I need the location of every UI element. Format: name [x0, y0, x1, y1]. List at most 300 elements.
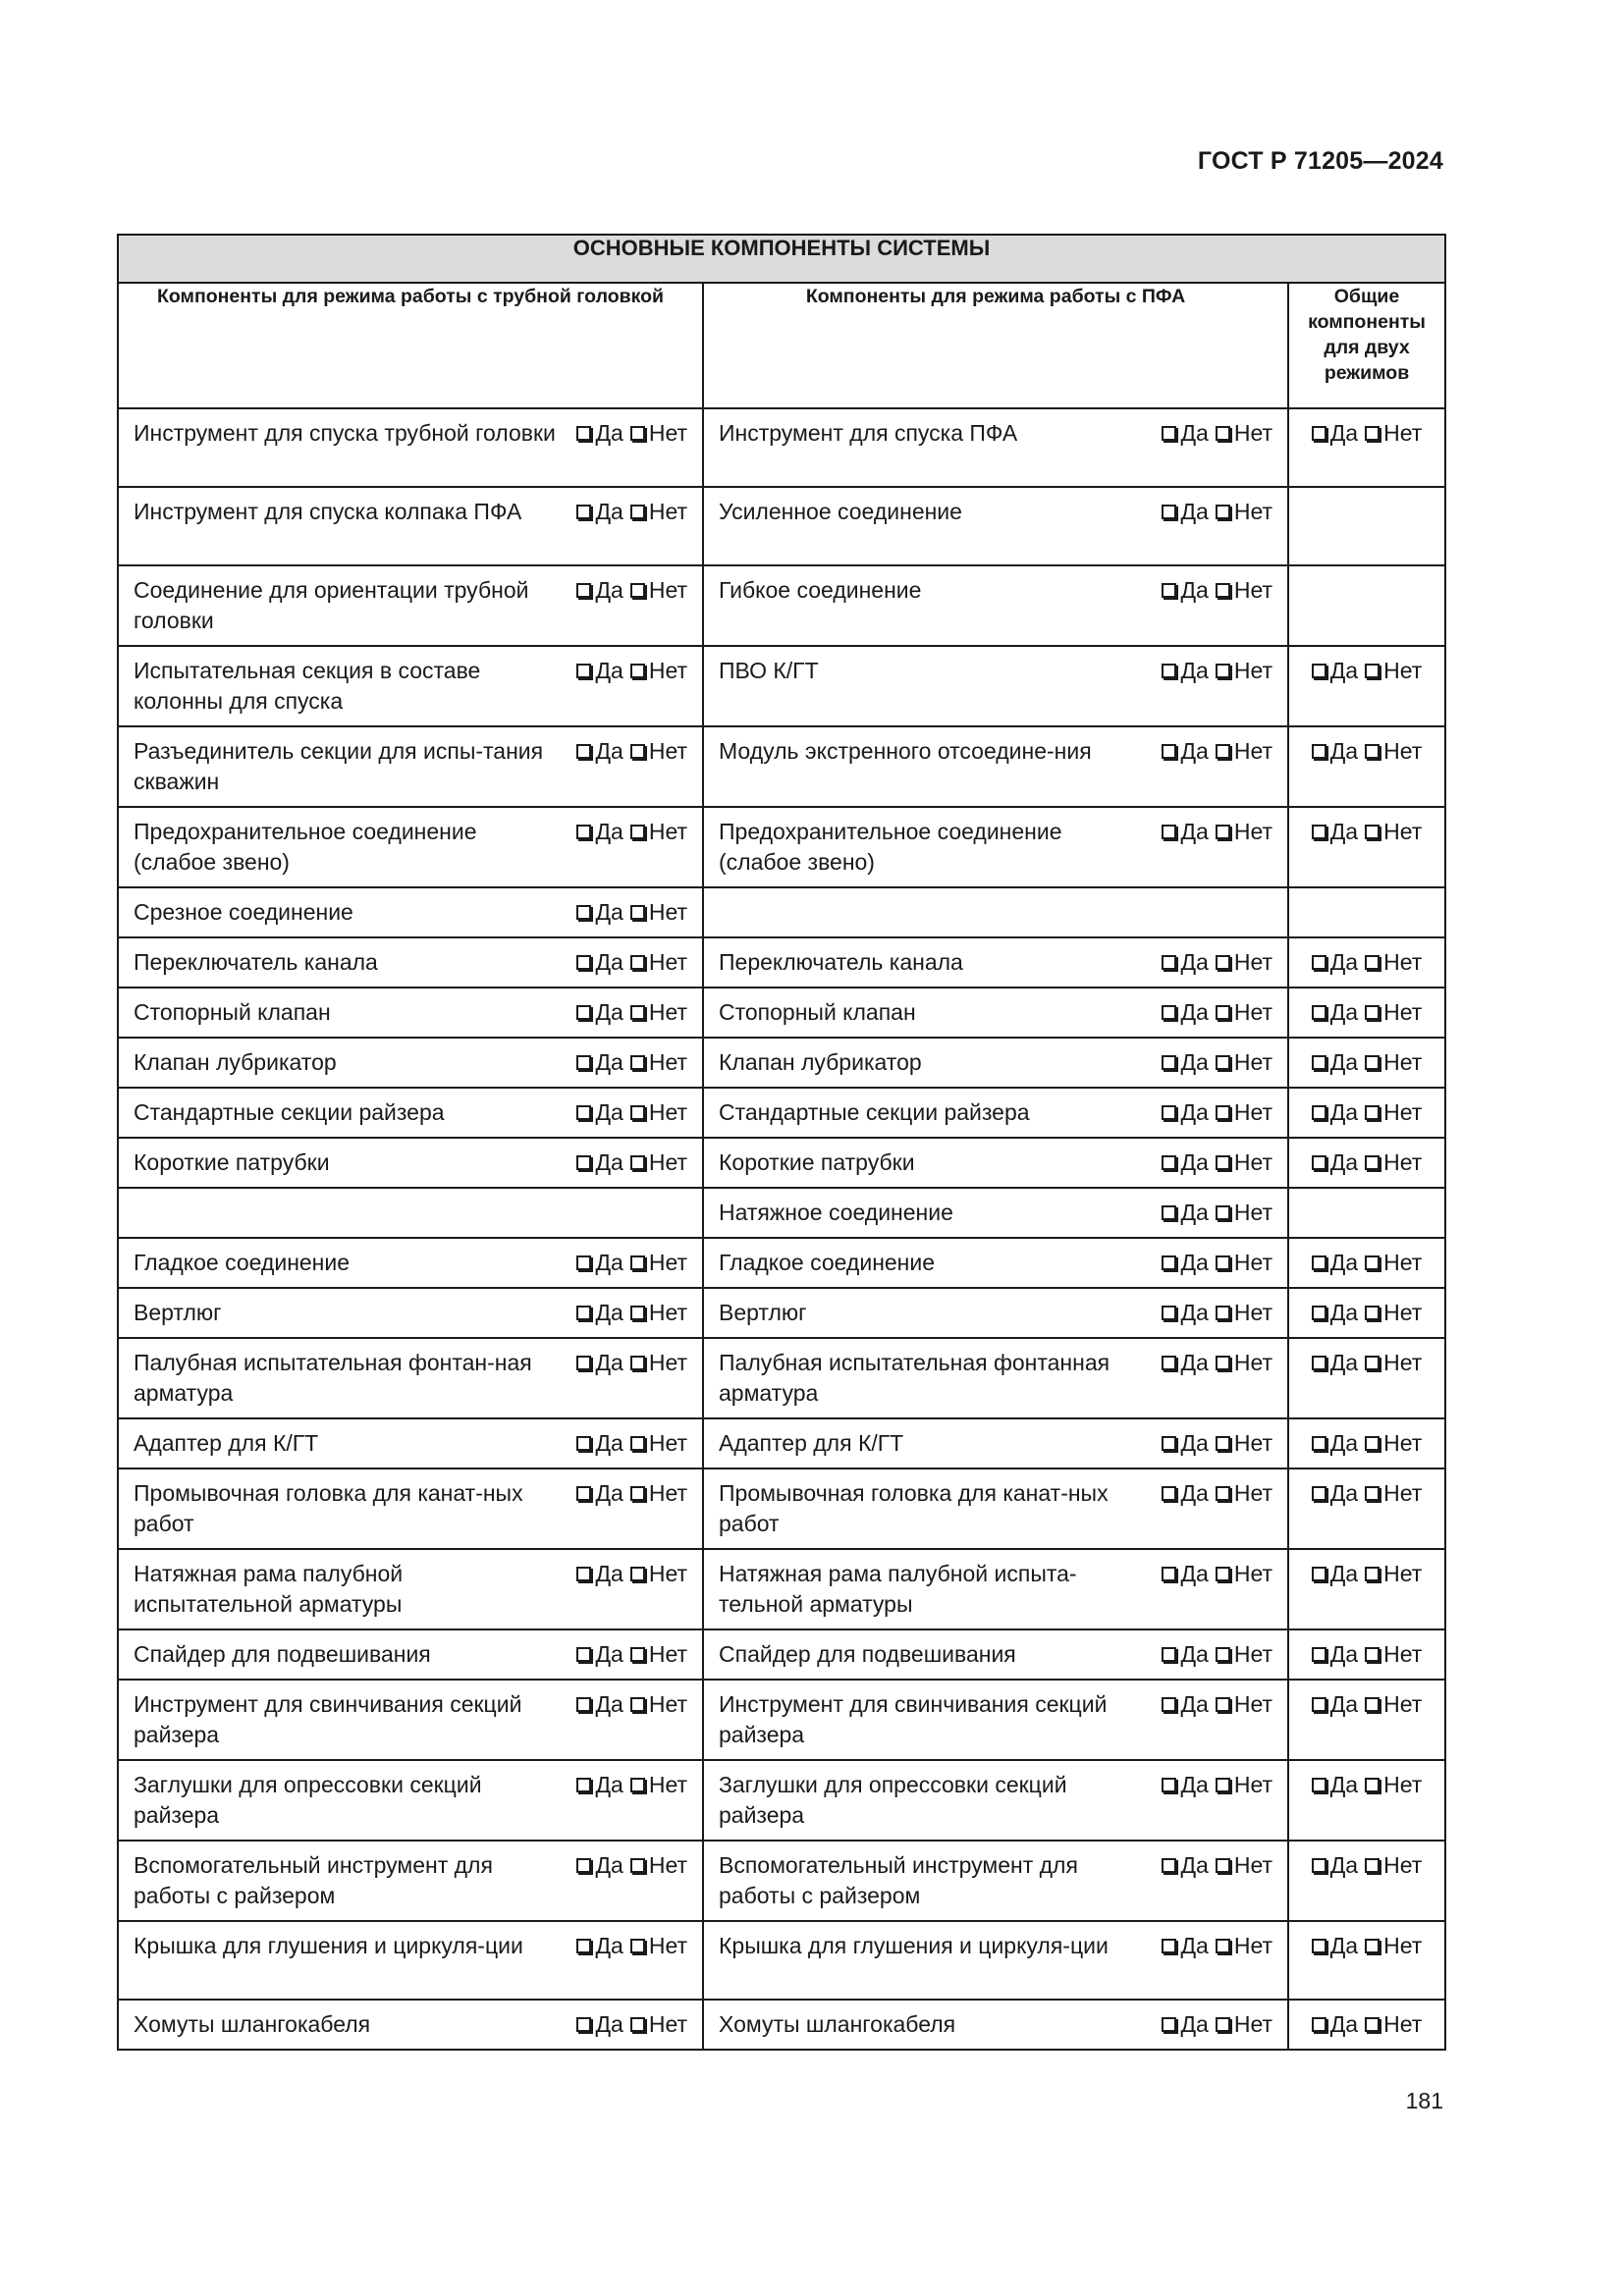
checkbox-icon[interactable]	[576, 1939, 591, 1953]
checkbox-icon[interactable]	[576, 1105, 591, 1120]
common-no-option[interactable]	[1358, 1770, 1422, 1800]
pfa-yes-option[interactable]	[1162, 947, 1208, 978]
checkbox-icon[interactable]	[630, 1306, 645, 1320]
common-yes-option[interactable]	[1312, 1559, 1358, 1589]
checkbox-icon[interactable]	[576, 1255, 591, 1270]
checkbox-icon[interactable]	[1365, 2017, 1380, 2032]
common-no-option[interactable]	[1358, 1478, 1422, 1509]
tubing-cell	[118, 1288, 703, 1338]
checkbox-icon[interactable]	[1365, 825, 1380, 839]
yes-label: Да	[595, 1250, 623, 1275]
pfa-no-option[interactable]	[1209, 1639, 1272, 1670]
tubing-no-option[interactable]	[623, 817, 687, 847]
common-yes-option[interactable]	[1312, 1770, 1358, 1800]
common-yes-option[interactable]	[1312, 817, 1358, 847]
tubing-yes-option[interactable]	[576, 2009, 623, 2040]
pfa-yes-option[interactable]	[1162, 1097, 1208, 1128]
common-no-option[interactable]	[1358, 736, 1422, 767]
checkbox-icon[interactable]	[1312, 426, 1326, 441]
tubing-yes-option[interactable]	[576, 897, 623, 928]
checkbox-icon[interactable]	[1365, 1255, 1380, 1270]
checkbox-icon[interactable]	[576, 1697, 591, 1712]
checkbox-icon[interactable]	[1162, 1155, 1176, 1170]
pfa-yes-option[interactable]	[1162, 997, 1208, 1028]
checkbox-icon[interactable]	[1365, 1486, 1380, 1501]
checkbox-icon[interactable]	[1162, 2017, 1176, 2032]
tubing-yes-option[interactable]	[576, 1298, 623, 1328]
checkbox-icon[interactable]	[1216, 1939, 1230, 1953]
checkbox-icon[interactable]	[630, 1486, 645, 1501]
pfa-yes-option[interactable]	[1162, 2009, 1208, 2040]
tubing-yes-option[interactable]	[576, 1689, 623, 1720]
checkbox-icon[interactable]	[1216, 1647, 1230, 1662]
common-yes-option[interactable]	[1312, 997, 1358, 1028]
checkbox-icon[interactable]	[1162, 1567, 1176, 1581]
tubing-yes-option[interactable]	[576, 1931, 623, 1961]
checkbox-icon[interactable]	[630, 1858, 645, 1873]
checkbox-icon[interactable]	[1162, 1205, 1176, 1220]
checkbox-icon[interactable]	[630, 1436, 645, 1451]
pfa-yes-option[interactable]	[1162, 656, 1208, 686]
checkbox-icon[interactable]	[1365, 426, 1380, 441]
component-name: Переключатель канала	[134, 949, 378, 975]
checkbox-icon[interactable]	[576, 1778, 591, 1792]
checkbox-icon[interactable]	[1162, 583, 1176, 598]
checkbox-icon[interactable]	[630, 664, 645, 678]
common-yes-option[interactable]	[1312, 1097, 1358, 1128]
checkbox-icon[interactable]	[630, 1647, 645, 1662]
checkbox-icon[interactable]	[576, 1486, 591, 1501]
checkbox-icon[interactable]	[1216, 664, 1230, 678]
pfa-yes-option[interactable]	[1162, 1689, 1208, 1720]
pfa-no-option[interactable]	[1209, 1148, 1272, 1178]
checkbox-icon[interactable]	[1162, 825, 1176, 839]
pfa-no-option[interactable]	[1209, 418, 1272, 449]
pfa-yes-option[interactable]	[1162, 1931, 1208, 1961]
pfa-yes-option[interactable]	[1162, 1559, 1208, 1589]
checkbox-icon[interactable]	[630, 1005, 645, 1020]
common-yes-option[interactable]	[1312, 2009, 1358, 2040]
checkbox-icon[interactable]	[1216, 825, 1230, 839]
common-yes-option[interactable]	[1312, 736, 1358, 767]
checkbox-icon[interactable]	[630, 955, 645, 970]
checkbox-icon[interactable]	[576, 1005, 591, 1020]
checkbox-icon[interactable]	[1312, 1697, 1326, 1712]
pfa-no-option[interactable]	[1209, 1097, 1272, 1128]
pfa-no-option[interactable]	[1209, 1689, 1272, 1720]
checkbox-icon[interactable]	[576, 744, 591, 759]
common-no-option[interactable]	[1358, 418, 1422, 449]
checkbox-icon[interactable]	[1365, 1105, 1380, 1120]
tubing-cell	[118, 1549, 703, 1629]
tubing-yes-option[interactable]	[576, 1559, 623, 1589]
checkbox-icon[interactable]	[1365, 664, 1380, 678]
checkbox-icon[interactable]	[1216, 1356, 1230, 1370]
checkbox-icon[interactable]	[1216, 1858, 1230, 1873]
checkbox-icon[interactable]	[1216, 1567, 1230, 1581]
common-no-option[interactable]	[1358, 1348, 1422, 1378]
tubing-yes-option[interactable]	[576, 1248, 623, 1278]
checkbox-icon[interactable]	[1162, 1939, 1176, 1953]
common-no-option[interactable]	[1358, 1298, 1422, 1328]
checkbox-icon[interactable]	[1216, 744, 1230, 759]
checkbox-icon[interactable]	[1365, 1306, 1380, 1320]
tubing-no-option[interactable]	[623, 1047, 687, 1078]
component-name: Гладкое соединение	[719, 1250, 936, 1275]
common-yes-option[interactable]	[1312, 1248, 1358, 1278]
pfa-no-option[interactable]	[1209, 575, 1272, 606]
checkbox-icon[interactable]	[576, 1647, 591, 1662]
tubing-yes-option[interactable]	[576, 1097, 623, 1128]
tubing-yes-option[interactable]	[576, 1047, 623, 1078]
checkbox-icon[interactable]	[1162, 1306, 1176, 1320]
pfa-no-option[interactable]	[1209, 736, 1272, 767]
pfa-no-option[interactable]	[1209, 656, 1272, 686]
tubing-yes-option[interactable]	[576, 1348, 623, 1378]
pfa-no-option[interactable]	[1209, 2009, 1272, 2040]
yes-no-options	[1162, 1478, 1272, 1509]
tubing-no-option[interactable]	[623, 736, 687, 767]
checkbox-icon[interactable]	[576, 2017, 591, 2032]
common-yes-option[interactable]	[1312, 1931, 1358, 1961]
pfa-yes-option[interactable]	[1162, 736, 1208, 767]
common-no-option[interactable]	[1358, 2009, 1422, 2040]
tubing-no-option[interactable]	[623, 897, 687, 928]
checkbox-icon[interactable]	[630, 1105, 645, 1120]
checkbox-icon[interactable]	[1312, 1858, 1326, 1873]
yes-no-options	[1312, 1047, 1423, 1078]
pfa-no-option[interactable]	[1209, 1850, 1272, 1881]
checkbox-icon[interactable]	[576, 955, 591, 970]
common-no-option[interactable]	[1358, 1248, 1422, 1278]
common-no-option[interactable]	[1358, 1850, 1422, 1881]
checkbox-icon[interactable]	[1365, 1939, 1380, 1953]
checkbox-icon[interactable]	[1216, 1778, 1230, 1792]
checkbox-icon[interactable]	[576, 1155, 591, 1170]
common-no-option[interactable]	[1358, 656, 1422, 686]
checkbox-icon[interactable]	[1365, 1356, 1380, 1370]
tubing-yes-option[interactable]	[576, 1148, 623, 1178]
pfa-no-option[interactable]	[1209, 1770, 1272, 1800]
checkbox-icon[interactable]	[1216, 1306, 1230, 1320]
checkbox-icon[interactable]	[1312, 1155, 1326, 1170]
checkbox-icon[interactable]	[1365, 955, 1380, 970]
tubing-no-option[interactable]	[623, 1931, 687, 1961]
common-no-option[interactable]	[1358, 1097, 1422, 1128]
pfa-no-option[interactable]	[1209, 997, 1272, 1028]
tubing-yes-option[interactable]	[576, 1770, 623, 1800]
checkbox-icon[interactable]	[1216, 505, 1230, 519]
checkbox-icon[interactable]	[630, 2017, 645, 2032]
pfa-yes-option[interactable]	[1162, 1770, 1208, 1800]
common-yes-option[interactable]	[1312, 1348, 1358, 1378]
checkbox-icon[interactable]	[1162, 1255, 1176, 1270]
pfa-yes-option[interactable]	[1162, 1348, 1208, 1378]
common-no-option[interactable]	[1358, 1148, 1422, 1178]
common-no-option[interactable]	[1358, 1931, 1422, 1961]
checkbox-icon[interactable]	[1216, 1697, 1230, 1712]
checkbox-icon[interactable]	[630, 426, 645, 441]
tubing-yes-option[interactable]	[576, 656, 623, 686]
tubing-yes-option[interactable]	[576, 497, 623, 527]
pfa-yes-option[interactable]	[1162, 418, 1208, 449]
checkbox-icon[interactable]	[576, 664, 591, 678]
tubing-no-option[interactable]	[623, 1559, 687, 1589]
checkbox-icon[interactable]	[1162, 1356, 1176, 1370]
checkbox-icon[interactable]	[1162, 1697, 1176, 1712]
pfa-yes-option[interactable]	[1162, 497, 1208, 527]
tubing-no-option[interactable]	[623, 1248, 687, 1278]
tubing-no-option[interactable]	[623, 497, 687, 527]
tubing-no-option[interactable]	[623, 1850, 687, 1881]
no-label: Нет	[1233, 738, 1272, 764]
pfa-cell	[703, 1418, 1288, 1468]
common-yes-option[interactable]	[1312, 1478, 1358, 1509]
checkbox-icon[interactable]	[576, 1436, 591, 1451]
pfa-yes-option[interactable]	[1162, 1850, 1208, 1881]
checkbox-icon[interactable]	[1312, 1105, 1326, 1120]
pfa-no-option[interactable]	[1209, 1348, 1272, 1378]
checkbox-icon[interactable]	[630, 1155, 645, 1170]
checkbox-icon[interactable]	[1312, 1436, 1326, 1451]
pfa-no-option[interactable]	[1209, 1559, 1272, 1589]
no-label: Нет	[648, 2011, 687, 2037]
common-no-option[interactable]	[1358, 1559, 1422, 1589]
checkbox-icon[interactable]	[1162, 955, 1176, 970]
checkbox-icon[interactable]	[576, 905, 591, 920]
checkbox-icon[interactable]	[1216, 1155, 1230, 1170]
checkbox-icon[interactable]	[576, 583, 591, 598]
common-yes-option[interactable]	[1312, 1639, 1358, 1670]
pfa-no-option[interactable]	[1209, 817, 1272, 847]
tubing-yes-option[interactable]	[576, 997, 623, 1028]
tubing-yes-option[interactable]	[576, 736, 623, 767]
pfa-yes-option[interactable]	[1162, 575, 1208, 606]
common-no-option[interactable]	[1358, 1047, 1422, 1078]
yes-label: Да	[1329, 1149, 1359, 1175]
common-no-option[interactable]	[1358, 1428, 1422, 1459]
tubing-no-option[interactable]	[623, 656, 687, 686]
common-no-option[interactable]	[1358, 817, 1422, 847]
pfa-no-option[interactable]	[1209, 1047, 1272, 1078]
checkbox-icon[interactable]	[1216, 1255, 1230, 1270]
checkbox-icon[interactable]	[1312, 955, 1326, 970]
common-yes-option[interactable]	[1312, 947, 1358, 978]
checkbox-icon[interactable]	[1365, 1436, 1380, 1451]
checkbox-icon[interactable]	[1312, 1255, 1326, 1270]
yes-no-options	[1312, 656, 1423, 686]
checkbox-icon[interactable]	[576, 1055, 591, 1070]
common-yes-option[interactable]	[1312, 1047, 1358, 1078]
common-yes-option[interactable]	[1312, 1689, 1358, 1720]
tubing-no-option[interactable]	[623, 2009, 687, 2040]
checkbox-icon[interactable]	[576, 1306, 591, 1320]
checkbox-icon[interactable]	[1312, 2017, 1326, 2032]
checkbox-icon[interactable]	[630, 1356, 645, 1370]
checkbox-icon[interactable]	[576, 1858, 591, 1873]
checkbox-icon[interactable]	[1312, 1486, 1326, 1501]
tubing-no-option[interactable]	[623, 1428, 687, 1459]
common-yes-option[interactable]	[1312, 1298, 1358, 1328]
checkbox-icon[interactable]	[1162, 1055, 1176, 1070]
checkbox-icon[interactable]	[1162, 426, 1176, 441]
common-cell	[1288, 487, 1445, 565]
checkbox-icon[interactable]	[1162, 1005, 1176, 1020]
checkbox-icon[interactable]	[1312, 825, 1326, 839]
component-name: Крышка для глушения и циркуля-ции	[719, 1933, 1109, 1958]
pfa-no-option[interactable]	[1209, 1428, 1272, 1459]
checkbox-icon[interactable]	[1216, 1486, 1230, 1501]
checkbox-icon[interactable]	[630, 1055, 645, 1070]
pfa-yes-option[interactable]	[1162, 1639, 1208, 1670]
checkbox-icon[interactable]	[1312, 664, 1326, 678]
pfa-no-option[interactable]	[1209, 1198, 1272, 1228]
checkbox-icon[interactable]	[1162, 505, 1176, 519]
checkbox-icon[interactable]	[1365, 1647, 1380, 1662]
pfa-yes-option[interactable]	[1162, 1428, 1208, 1459]
common-yes-option[interactable]	[1312, 1428, 1358, 1459]
checkbox-icon[interactable]	[630, 1697, 645, 1712]
checkbox-icon[interactable]	[1162, 664, 1176, 678]
checkbox-icon[interactable]	[1312, 1055, 1326, 1070]
checkbox-icon[interactable]	[1216, 1436, 1230, 1451]
checkbox-icon[interactable]	[576, 426, 591, 441]
common-no-option[interactable]	[1358, 997, 1422, 1028]
checkbox-icon[interactable]	[576, 1356, 591, 1370]
checkbox-icon[interactable]	[1312, 1005, 1326, 1020]
checkbox-icon[interactable]	[1365, 1858, 1380, 1873]
checkbox-icon[interactable]	[1162, 1436, 1176, 1451]
pfa-yes-option[interactable]	[1162, 817, 1208, 847]
checkbox-icon[interactable]	[1365, 1697, 1380, 1712]
pfa-no-option[interactable]	[1209, 1931, 1272, 1961]
tubing-no-option[interactable]	[623, 1097, 687, 1128]
pfa-yes-option[interactable]	[1162, 1198, 1208, 1228]
component-name: Палубная испытательная фонтанная арматура	[719, 1350, 1110, 1406]
tubing-yes-option[interactable]	[576, 817, 623, 847]
checkbox-icon[interactable]	[1365, 1005, 1380, 1020]
tubing-yes-option[interactable]	[576, 575, 623, 606]
tubing-no-option[interactable]	[623, 1689, 687, 1720]
pfa-no-option[interactable]	[1209, 1298, 1272, 1328]
checkbox-icon[interactable]	[1216, 2017, 1230, 2032]
no-label: Нет	[1383, 1852, 1423, 1878]
tubing-no-option[interactable]	[623, 1639, 687, 1670]
checkbox-icon[interactable]	[1162, 744, 1176, 759]
checkbox-icon[interactable]	[1162, 1105, 1176, 1120]
checkbox-icon[interactable]	[630, 825, 645, 839]
tubing-no-option[interactable]	[623, 1478, 687, 1509]
checkbox-icon[interactable]	[576, 1567, 591, 1581]
common-yes-option[interactable]	[1312, 418, 1358, 449]
checkbox-icon[interactable]	[1162, 1486, 1176, 1501]
checkbox-icon[interactable]	[1365, 1155, 1380, 1170]
checkbox-icon[interactable]	[1312, 1778, 1326, 1792]
checkbox-icon[interactable]	[1312, 1306, 1326, 1320]
tubing-yes-option[interactable]	[576, 1850, 623, 1881]
common-no-option[interactable]	[1358, 1639, 1422, 1670]
common-no-option[interactable]	[1358, 947, 1422, 978]
checkbox-icon[interactable]	[1312, 744, 1326, 759]
checkbox-icon[interactable]	[1216, 426, 1230, 441]
checkbox-icon[interactable]	[1216, 955, 1230, 970]
tubing-no-option[interactable]	[623, 997, 687, 1028]
checkbox-icon[interactable]	[1365, 744, 1380, 759]
checkbox-icon[interactable]	[1162, 1778, 1176, 1792]
tubing-cell	[118, 565, 703, 646]
checkbox-icon[interactable]	[1312, 1567, 1326, 1581]
pfa-yes-option[interactable]	[1162, 1298, 1208, 1328]
pfa-no-option[interactable]	[1209, 1248, 1272, 1278]
pfa-no-option[interactable]	[1209, 1478, 1272, 1509]
pfa-yes-option[interactable]	[1162, 1478, 1208, 1509]
common-yes-option[interactable]	[1312, 1850, 1358, 1881]
pfa-yes-option[interactable]	[1162, 1148, 1208, 1178]
yes-label: Да	[1329, 1852, 1359, 1878]
yes-label: Да	[1180, 1430, 1209, 1456]
tubing-yes-option[interactable]	[576, 1478, 623, 1509]
checkbox-icon[interactable]	[1216, 1105, 1230, 1120]
yes-label: Да	[595, 1430, 623, 1456]
checkbox-icon[interactable]	[630, 505, 645, 519]
checkbox-icon[interactable]	[630, 744, 645, 759]
checkbox-icon[interactable]	[1216, 1005, 1230, 1020]
common-no-option[interactable]	[1358, 1689, 1422, 1720]
checkbox-icon[interactable]	[630, 1778, 645, 1792]
common-yes-option[interactable]	[1312, 1148, 1358, 1178]
tubing-no-option[interactable]	[623, 418, 687, 449]
checkbox-icon[interactable]	[1162, 1647, 1176, 1662]
common-yes-option[interactable]	[1312, 656, 1358, 686]
checkbox-icon[interactable]	[1365, 1778, 1380, 1792]
yes-label: Да	[595, 1691, 623, 1717]
tubing-no-option[interactable]	[623, 1298, 687, 1328]
component-name: Спайдер для подвешивания	[134, 1641, 431, 1667]
pfa-yes-option[interactable]	[1162, 1047, 1208, 1078]
pfa-no-option[interactable]	[1209, 947, 1272, 978]
checkbox-icon[interactable]	[630, 583, 645, 598]
tubing-yes-option[interactable]	[576, 418, 623, 449]
checkbox-icon[interactable]	[630, 1939, 645, 1953]
checkbox-icon[interactable]	[1365, 1055, 1380, 1070]
tubing-no-option[interactable]	[623, 575, 687, 606]
checkbox-icon[interactable]	[576, 825, 591, 839]
tubing-yes-option[interactable]	[576, 1639, 623, 1670]
tubing-yes-option[interactable]	[576, 947, 623, 978]
tubing-no-option[interactable]	[623, 1348, 687, 1378]
checkbox-icon[interactable]	[1312, 1939, 1326, 1953]
tubing-no-option[interactable]	[623, 1770, 687, 1800]
checkbox-icon[interactable]	[1216, 583, 1230, 598]
checkbox-icon[interactable]	[1312, 1647, 1326, 1662]
checkbox-icon[interactable]	[630, 905, 645, 920]
checkbox-icon[interactable]	[1312, 1356, 1326, 1370]
checkbox-icon[interactable]	[630, 1567, 645, 1581]
checkbox-icon[interactable]	[1365, 1567, 1380, 1581]
pfa-no-option[interactable]	[1209, 497, 1272, 527]
pfa-yes-option[interactable]	[1162, 1248, 1208, 1278]
tubing-no-option[interactable]	[623, 1148, 687, 1178]
no-label: Нет	[648, 1480, 687, 1506]
checkbox-icon[interactable]	[1162, 1858, 1176, 1873]
checkbox-icon[interactable]	[1216, 1055, 1230, 1070]
tubing-yes-option[interactable]	[576, 1428, 623, 1459]
checkbox-icon[interactable]	[630, 1255, 645, 1270]
yes-no-options	[576, 736, 687, 767]
checkbox-icon[interactable]	[576, 505, 591, 519]
tubing-no-option[interactable]	[623, 947, 687, 978]
checkbox-icon[interactable]	[1216, 1205, 1230, 1220]
